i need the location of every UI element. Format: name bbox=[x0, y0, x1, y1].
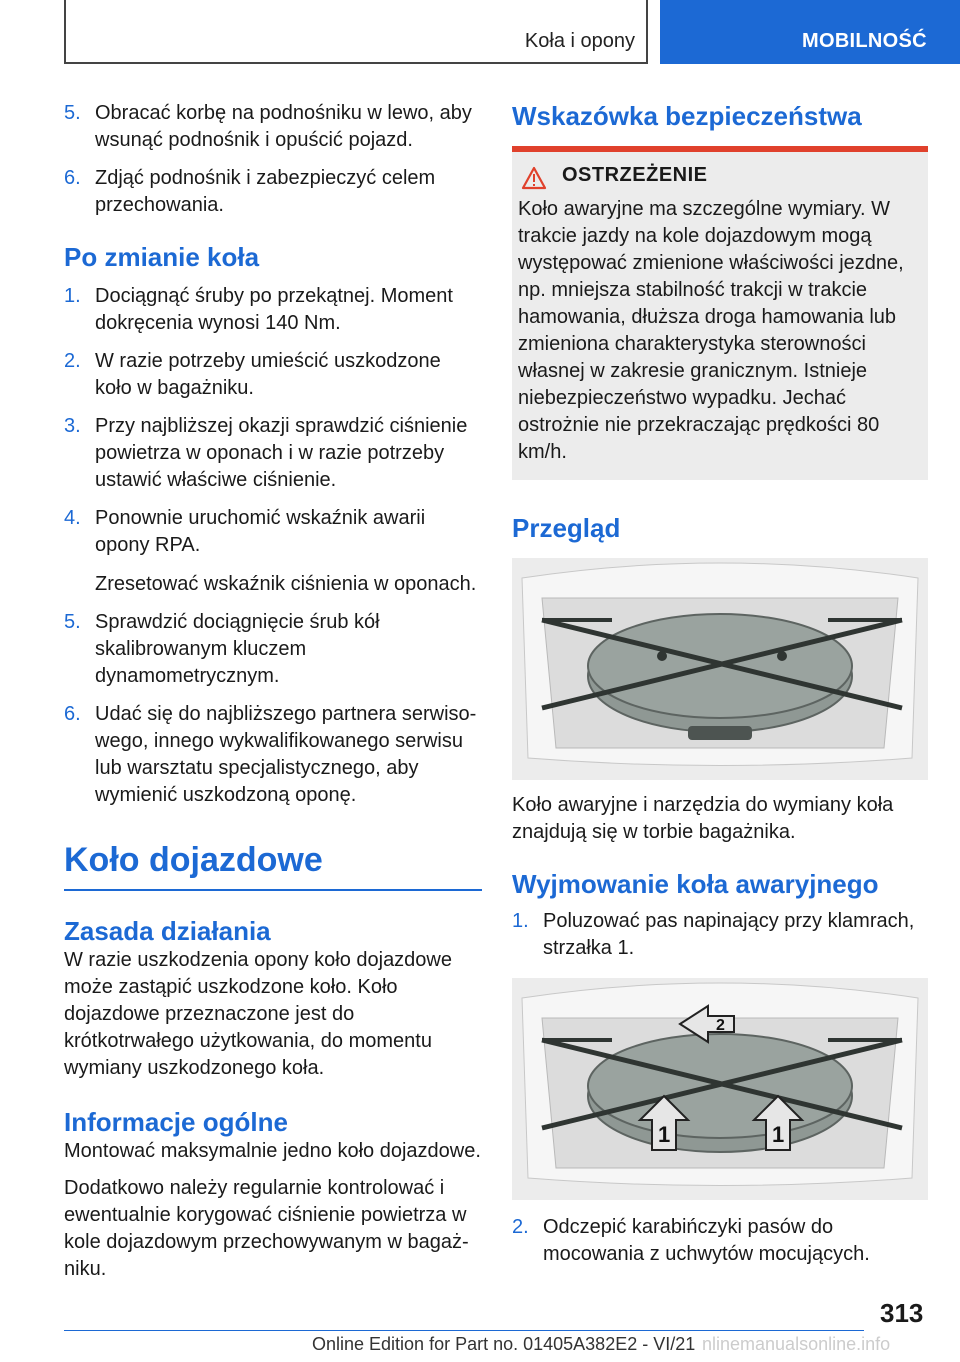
footer-edition: Online Edition for Part no. 01405A382E2 - VI/21 bbox=[312, 1334, 696, 1354]
general-paragraph-1: Montować maksymalnie jedno koło dojazdowe. bbox=[64, 1140, 481, 1162]
warning-box bbox=[512, 152, 928, 480]
footer-rule bbox=[64, 1330, 864, 1331]
step-number: 6. bbox=[64, 167, 81, 189]
trunk-straps-illustration bbox=[512, 978, 928, 1200]
list-item bbox=[512, 908, 928, 962]
principle-text: W razie uszkodzenia opony koło dojazdowe może zastąpić uszkodzone koło. Koło dojazdowe przeznaczone jest do krótkotrwałego użytkowania, do momentu wymiany uszkodzonego koła. bbox=[64, 949, 452, 1079]
step-text: Zdjąć podnośnik i zabezpieczyć celem przechowania. bbox=[95, 167, 436, 216]
step-text: Poluzować pas napinający przy klamrach, strzałka 1. bbox=[543, 910, 915, 959]
general-heading: Informacje ogólne bbox=[64, 1107, 288, 1137]
trunk-photo-straps bbox=[512, 978, 928, 1200]
arrow-1-label: 1 bbox=[658, 1122, 671, 1147]
step-text: Dociągnąć śruby po przekątnej. Moment dokręcenia wynosi 140 Nm. bbox=[95, 285, 453, 334]
step-number: 2. bbox=[512, 1216, 529, 1238]
arrow-2-label: 2 bbox=[716, 1017, 725, 1034]
right-column bbox=[512, 100, 928, 1279]
step-number: 4. bbox=[64, 507, 81, 529]
safety-heading: Wskazówka bezpieczeństwa bbox=[512, 101, 862, 131]
list-item bbox=[64, 609, 482, 690]
overview-caption: Koło awaryjne i narzędzia do wymiany koła znajdują się w torbie bagażnika. bbox=[512, 794, 894, 843]
step-text: Sprawdzić dociągnięcie śrub kół skalibrowanym kluczem dynamometrycznym. bbox=[95, 611, 380, 687]
footer-watermark: nlinemanualsonline.info bbox=[702, 1334, 891, 1354]
principle-heading: Zasada działania bbox=[64, 916, 271, 946]
after-change-heading: Po zmianie koła bbox=[64, 242, 260, 272]
step-number: 3. bbox=[64, 415, 81, 437]
trunk-photo-overview bbox=[512, 558, 928, 780]
list-item bbox=[64, 100, 482, 154]
step-number: 5. bbox=[64, 102, 81, 124]
step-number: 1. bbox=[512, 910, 529, 932]
list-item bbox=[512, 1214, 928, 1268]
warning-text: Koło awaryjne ma szczególne wymiary. W trakcie jazdy na kole dojazdowym mogą występować zmienione właściwości jezdne, np. mniejsza stabilność trakcji w trakcie hamowania, dłuższa droga hamowania lub zmieniona charakterystyka sterowności własnej w zakresie granicznym. Istnieje niebezpieczeństwo wypadku. Jechać ostrożnie nie przekraczając prędkości 80 km/h. bbox=[518, 198, 904, 463]
overview-heading: Przegląd bbox=[512, 513, 621, 543]
step-text: Przy najbliższej okazji sprawdzić ciśnienie powietrza w oponach i w razie potrzeby ustawić właściwe ciśnienie. bbox=[95, 415, 468, 491]
step-text: W razie potrzeby umieścić uszkodzone koło w bagażniku. bbox=[95, 350, 441, 399]
step-text: Obracać korbę na podnośniku w lewo, aby wsunąć podnośnik i opuścić pojazd. bbox=[95, 102, 472, 151]
chapter-tab[interactable]: MOBILNOŚĆ bbox=[660, 0, 960, 64]
warning-title: OSTRZEŻENIE bbox=[562, 164, 708, 186]
list-item bbox=[64, 283, 482, 337]
list-item bbox=[64, 348, 482, 402]
step-number: 1. bbox=[64, 285, 81, 307]
step-text: Odczepić karabińczyki pasów do mocowania z uchwytów mocujących. bbox=[543, 1216, 870, 1265]
general-paragraph-2: Dodatkowo należy regularnie kontrolować i ewentualnie korygować ciśnienie powietrza w kole dojazdowym przechowywanym w bagażniku. bbox=[64, 1177, 469, 1280]
page-number: 313 bbox=[880, 1298, 924, 1328]
left-column bbox=[64, 100, 482, 1283]
list-item bbox=[64, 413, 482, 494]
list-item bbox=[64, 701, 482, 809]
step-text: Ponownie uruchomić wskaźnik awarii opony RPA. bbox=[95, 507, 426, 556]
removal-heading: Wyjmowanie koła awaryjnego bbox=[512, 869, 879, 899]
step-number: 5. bbox=[64, 611, 81, 633]
step-subtext: Zresetować wskaźnik ciśnienia w oponach. bbox=[95, 573, 477, 595]
heading-rule bbox=[64, 889, 482, 891]
list-item bbox=[64, 505, 482, 598]
warning-triangle-icon bbox=[521, 166, 547, 190]
main-heading: Koło dojazdowe bbox=[64, 841, 323, 879]
arrow-1-label: 1 bbox=[772, 1122, 785, 1147]
section-title: Koła i opony bbox=[524, 30, 635, 52]
step-number: 2. bbox=[64, 350, 81, 372]
step-text: Udać się do najbliższego partnera serwisowego, innego wykwalifikowanego serwisu lub warsztatu specjalistycznego, aby wymienić uszkodzoną oponę. bbox=[95, 703, 477, 806]
trunk-illustration bbox=[512, 558, 928, 780]
list-item bbox=[64, 165, 482, 219]
step-number: 6. bbox=[64, 703, 81, 725]
